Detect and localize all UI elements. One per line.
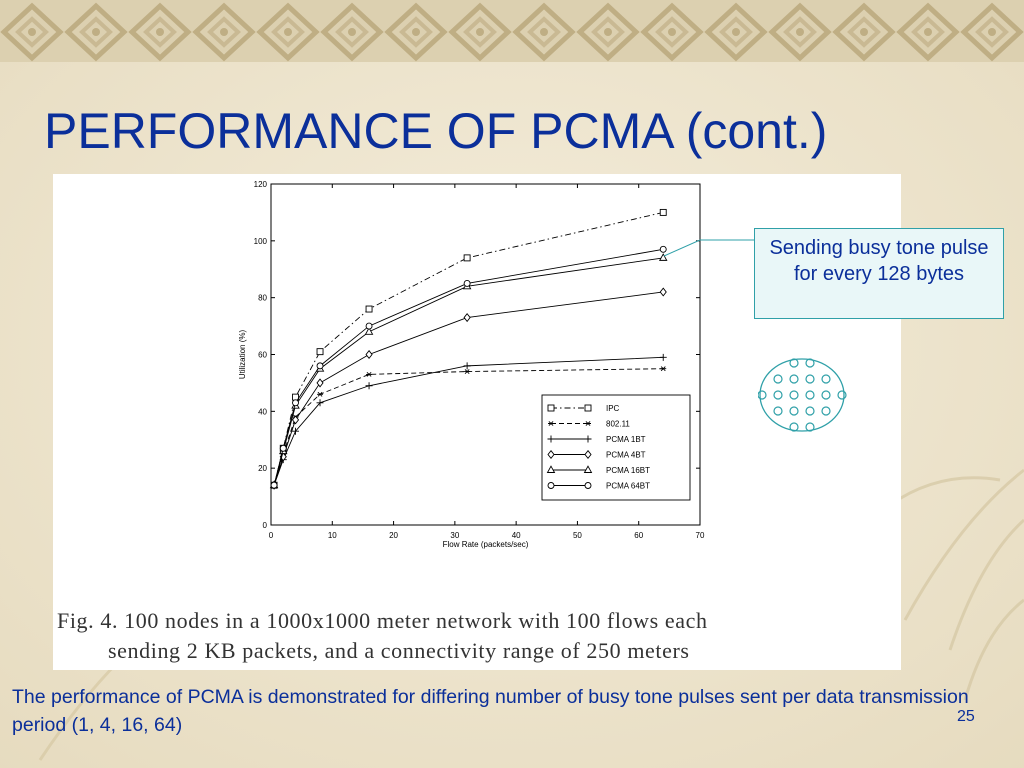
node-dot (822, 391, 830, 399)
y-axis-label: Utilization (%) (238, 329, 247, 380)
node-dot (774, 407, 782, 415)
legend-marker (548, 483, 554, 489)
data-point-pcma-4bt (464, 314, 470, 322)
caption-line-2: sending 2 KB packets, and a connectivity range of 250 meters (108, 638, 690, 663)
node-dot (806, 375, 814, 383)
y-tick-label: 20 (258, 464, 267, 474)
node-dot (774, 391, 782, 399)
node-dot (790, 391, 798, 399)
data-point-pcma-64bt (280, 445, 286, 451)
node-cluster-outline (760, 359, 844, 431)
x-tick-label: 70 (695, 531, 705, 540)
data-point-pcma-16bt (660, 254, 667, 260)
node-dot (758, 391, 766, 399)
data-point-pcma-64bt (271, 482, 277, 488)
legend-label: PCMA 16BT (606, 466, 651, 475)
slide-title: PERFORMANCE OF PCMA (cont.) (44, 103, 828, 159)
data-point-pcma-1bt (366, 382, 373, 389)
node-dot (790, 375, 798, 383)
data-point-ipc (464, 255, 470, 261)
legend-label: PCMA 4BT (606, 450, 646, 460)
node-dot (838, 391, 846, 399)
data-point-802-11 (366, 372, 372, 376)
slide-footer-text: The performance of PCMA is demonstrated for differing number of busy tone pulses sent per data transmission period (1, 4, 16, 64) (12, 686, 969, 736)
node-dot (806, 407, 814, 415)
callout-box: Sending busy tone pulse for every 128 bytes (754, 228, 1004, 319)
data-point-pcma-1bt (464, 362, 471, 369)
x-tick-label: 20 (389, 531, 399, 540)
legend-label: PCMA 64BT (606, 481, 651, 491)
data-point-pcma-64bt (660, 246, 666, 252)
legend-marker (585, 405, 591, 411)
x-tick-label: 50 (572, 531, 582, 540)
data-point-pcma-64bt (464, 280, 470, 286)
node-dot (774, 375, 782, 383)
legend-label: IPC (606, 404, 620, 413)
legend-marker (585, 483, 591, 489)
x-tick-label: 10 (327, 531, 337, 540)
data-point-ipc (660, 209, 666, 215)
y-tick-label: 100 (253, 236, 267, 246)
data-point-pcma-4bt (660, 288, 666, 296)
y-tick-label: 60 (258, 350, 267, 360)
data-point-pcma-1bt (660, 354, 667, 361)
y-tick-label: 80 (258, 293, 267, 303)
legend-marker (548, 405, 554, 411)
data-point-ipc (317, 349, 323, 355)
data-point-pcma-64bt (366, 323, 372, 329)
legend-label: PCMA 1BT (606, 435, 646, 444)
data-point-802-11 (317, 392, 323, 396)
data-point-pcma-4bt (366, 351, 372, 359)
data-point-pcma-64bt (317, 363, 323, 369)
page-number: 25 (957, 708, 975, 725)
data-point-802-11 (660, 367, 666, 371)
chart-legend (542, 395, 690, 500)
x-axis-label: Flow Rate (packets/sec) (442, 540, 529, 549)
y-tick-label: 0 (262, 521, 267, 530)
x-tick-label: 40 (511, 531, 521, 540)
node-dot (822, 407, 830, 415)
data-point-ipc (366, 306, 372, 312)
y-tick-label: 120 (253, 180, 267, 189)
data-point-pcma-64bt (293, 400, 299, 406)
y-tick-label: 40 (258, 407, 267, 417)
caption-line-1: Fig. 4. 100 nodes in a 1000x1000 meter network with 100 flows each (57, 608, 708, 633)
x-tick-label: 30 (450, 531, 460, 540)
x-tick-label: 60 (634, 531, 644, 540)
data-point-802-11 (464, 369, 470, 373)
node-grid-icon (758, 355, 858, 435)
node-dot (790, 407, 798, 415)
node-dot (822, 375, 830, 383)
legend-label: 802.11 (606, 419, 630, 429)
figure-caption (57, 606, 897, 666)
x-tick-label: 0 (268, 531, 274, 540)
node-dot (806, 391, 814, 399)
decorative-border (0, 0, 1024, 62)
